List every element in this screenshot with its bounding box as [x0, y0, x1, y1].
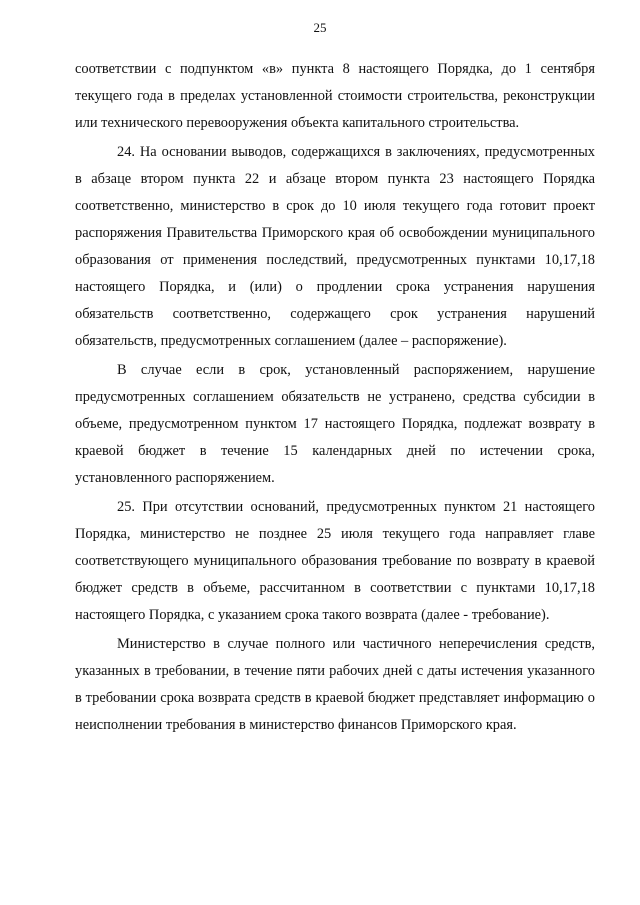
page-number: 25	[313, 20, 327, 35]
paragraph-item-25: 25. При отсутствии оснований, предусмотренных пунктом 21 настоящего Порядка, министерство не позднее 25 июля текущего года направляет главе соответствующего муниципального образования требование по возврату в краевой бюджет средств в объеме, рассчитанном в соответствии с пунктами 10,17,18 настоящего Порядка, с указанием срока такого возврата (далее - требование).	[75, 499, 595, 623]
paragraph-continuation: соответствии с подпунктом «в» пункта 8 настоящего Порядка, до 1 сентября текущего года в пределах установленной стоимости строительства, реконструкции или технического перевооружения объекта капитального строительства.	[75, 61, 595, 131]
paragraph-ministry-report: Министерство в случае полного или частичного неперечисления средств, указанных в требовании, в течение пяти рабочих дней с даты истечения указанного в требовании срока возврата средств в краевой бюджет представляет информацию о неисполнении требования в министерство финансов Приморского края.	[75, 636, 595, 733]
document-body	[75, 56, 595, 741]
paragraph-subsidy-return: В случае если в срок, установленный распоряжением, нарушение предусмотренных соглашением обязательств не устранено, средства субсидии в объеме, предусмотренном пунктом 17 настоящего Порядка, подлежат возврату в краевой бюджет в течение 15 календарных дней по истечении срока, установленного распоряжением.	[75, 362, 595, 486]
paragraph-item-24: 24. На основании выводов, содержащихся в заключениях, предусмотренных в абзаце втором пункта 22 и абзаце втором пункта 23 настоящего Порядка соответственно, министерство в срок до 10 июля текущего года готовит проект распоряжения Правительства Приморского края об освобождении муниципального образования от применения последствий, предусмотренных пунктами 10,17,18 настоящего Порядка, и (или) о продлении срока устранения нарушения обязательств соответственно, содержащего срок устранения нарушений обязательств, предусмотренных соглашением (далее – распоряжение).	[75, 144, 595, 349]
